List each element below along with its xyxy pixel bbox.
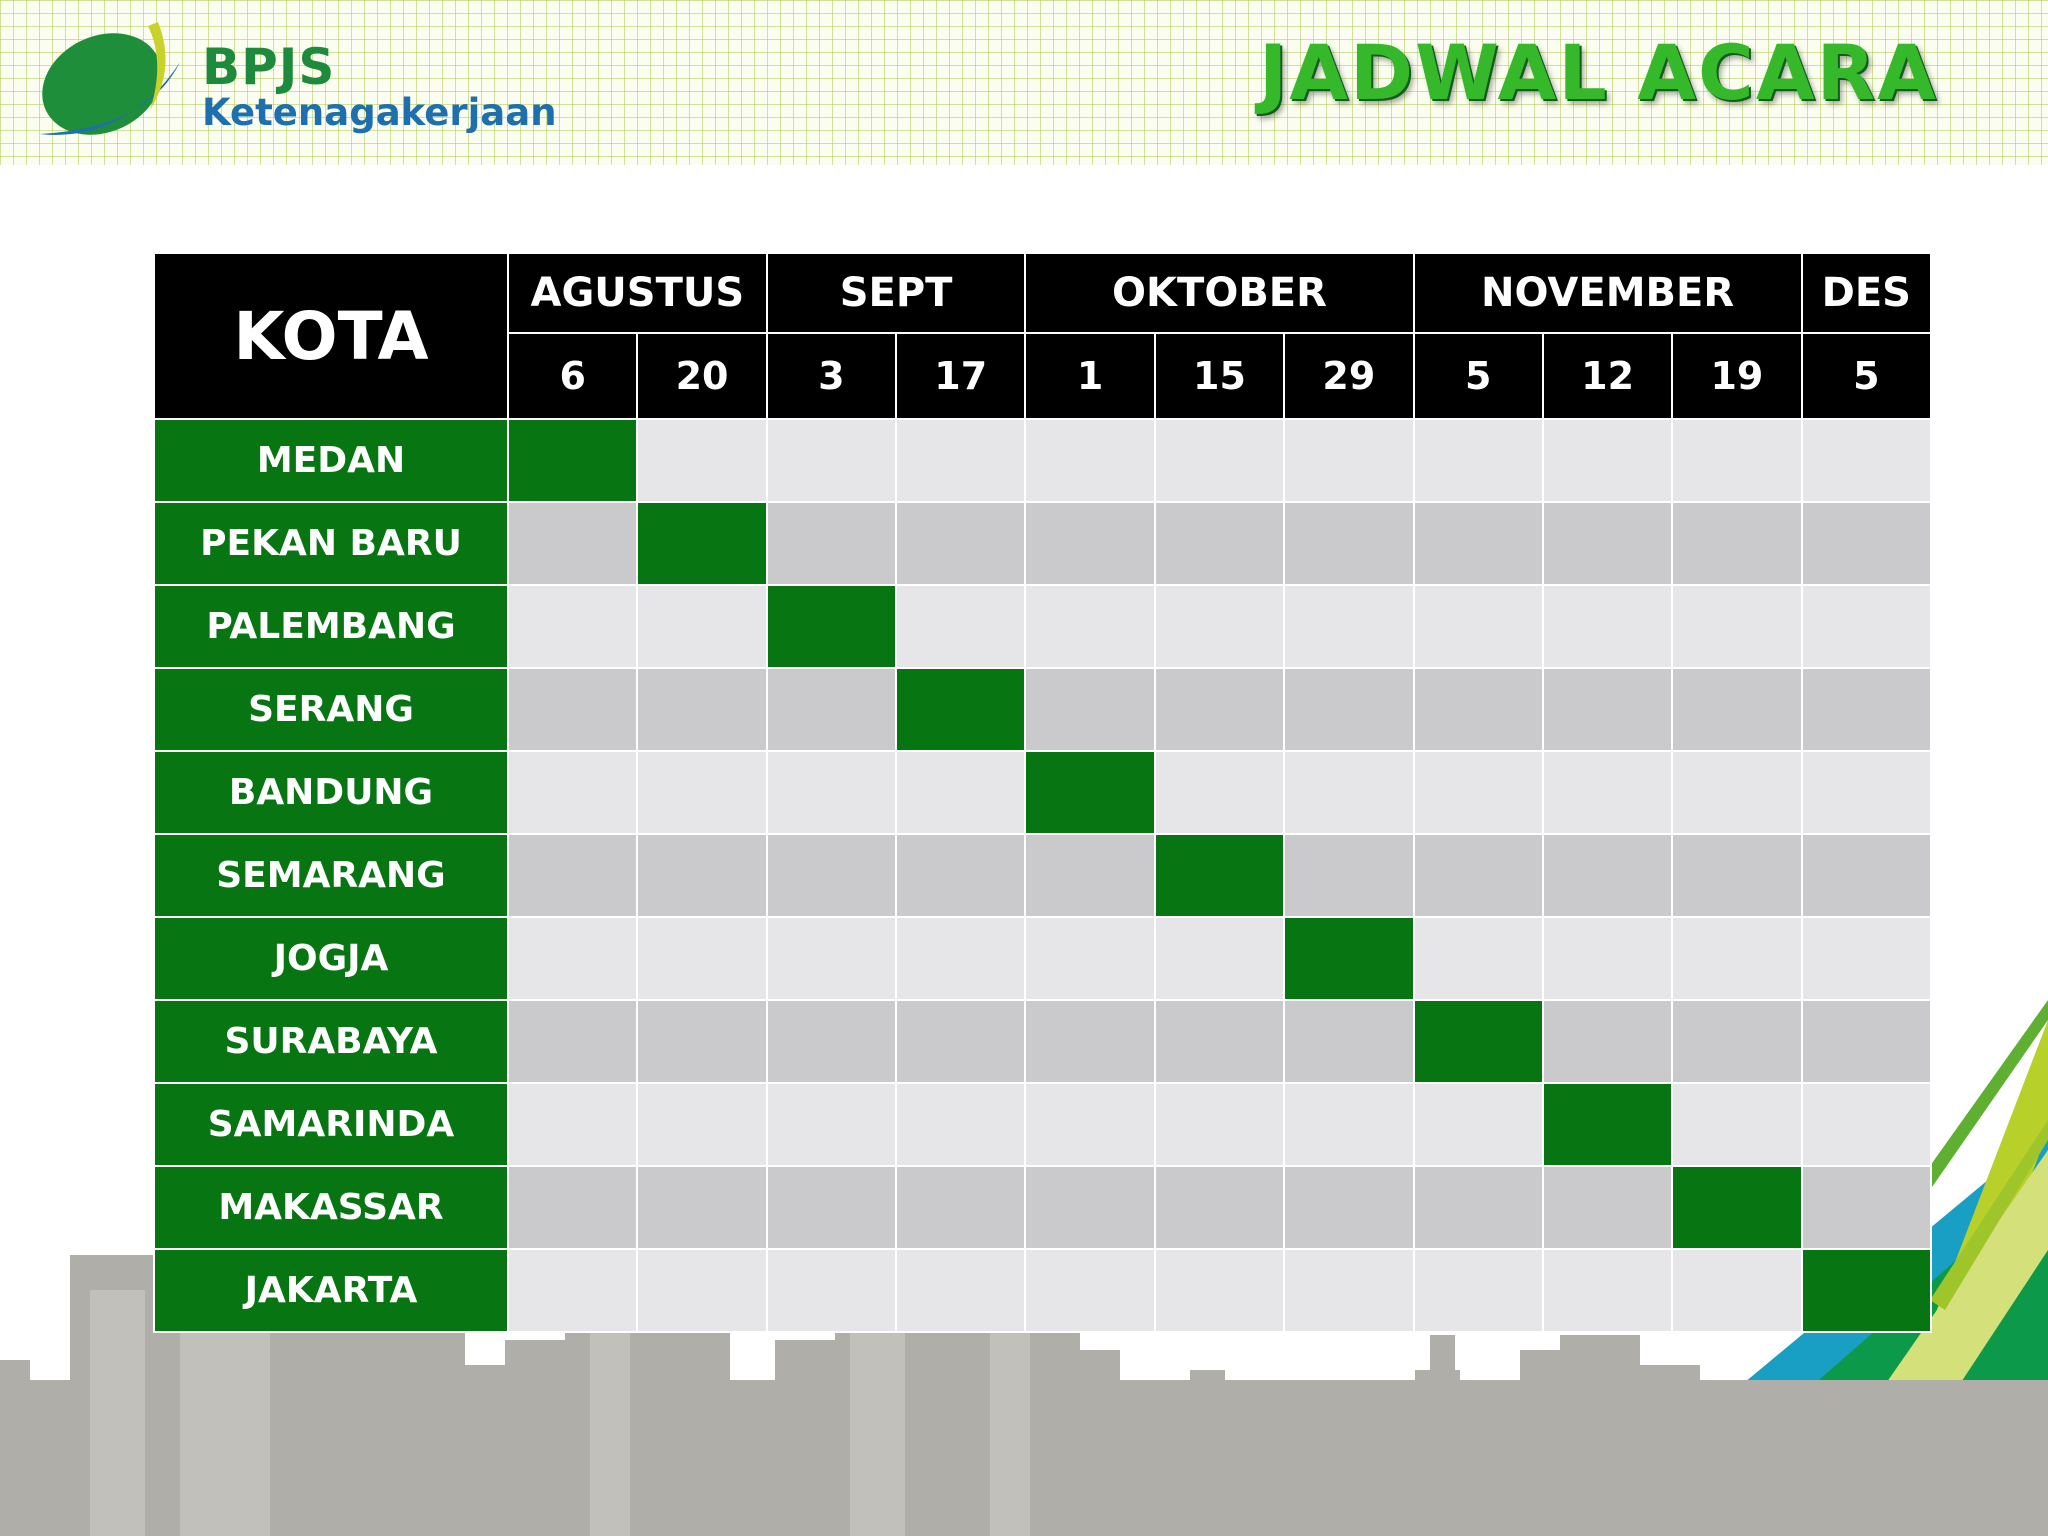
kota-header: KOTA: [154, 253, 508, 419]
schedule-cell-active: [1284, 917, 1413, 1000]
schedule-cell: [637, 1166, 766, 1249]
schedule-cell: [1802, 419, 1931, 502]
schedule-cell-active: [637, 502, 766, 585]
schedule-cell: [896, 1166, 1025, 1249]
schedule-cell-active: [508, 419, 637, 502]
schedule-cell: [637, 419, 766, 502]
schedule-cell: [1414, 917, 1543, 1000]
city-cell: MEDAN: [154, 419, 508, 502]
schedule-cell: [1284, 1166, 1413, 1249]
schedule-cell: [767, 419, 896, 502]
schedule-cell: [1543, 834, 1672, 917]
schedule-cell-active: [1543, 1083, 1672, 1166]
schedule-cell-active: [1414, 1000, 1543, 1083]
schedule-cell: [1543, 668, 1672, 751]
day-header: 5: [1414, 333, 1543, 419]
schedule-cell: [1284, 419, 1413, 502]
schedule-cell: [1284, 1000, 1413, 1083]
schedule-cell: [637, 1000, 766, 1083]
day-header: 19: [1672, 333, 1801, 419]
schedule-cell: [1155, 1249, 1284, 1332]
table-row: [154, 917, 1931, 1000]
schedule-cell: [1672, 834, 1801, 917]
schedule-cell: [1672, 585, 1801, 668]
schedule-cell: [767, 751, 896, 834]
schedule-cell-active: [896, 668, 1025, 751]
day-header: 5: [1802, 333, 1931, 419]
schedule-cell: [767, 502, 896, 585]
day-header: 6: [508, 333, 637, 419]
schedule-cell: [767, 1166, 896, 1249]
schedule-cell: [1414, 751, 1543, 834]
schedule-cell: [1025, 1249, 1154, 1332]
city-cell: JOGJA: [154, 917, 508, 1000]
month-header: DES: [1802, 253, 1931, 333]
schedule-cell: [508, 502, 637, 585]
table-row: [154, 502, 1931, 585]
schedule-cell: [508, 917, 637, 1000]
city-cell: SERANG: [154, 668, 508, 751]
day-header: 20: [637, 333, 766, 419]
schedule-cell: [1802, 585, 1931, 668]
schedule-cell: [1543, 751, 1672, 834]
schedule-cell: [1414, 1249, 1543, 1332]
schedule-cell: [1802, 502, 1931, 585]
schedule-cell: [1802, 751, 1931, 834]
schedule-cell: [637, 917, 766, 1000]
schedule-cell: [1284, 502, 1413, 585]
logo-name: BPJS: [202, 38, 336, 96]
schedule-cell-active: [1155, 834, 1284, 917]
schedule-cell: [1284, 751, 1413, 834]
schedule-cell: [1025, 1000, 1154, 1083]
schedule-cell: [1802, 668, 1931, 751]
schedule-cell: [508, 585, 637, 668]
schedule-cell: [896, 419, 1025, 502]
schedule-cell-active: [767, 585, 896, 668]
schedule-cell: [508, 1249, 637, 1332]
schedule-cell: [896, 751, 1025, 834]
schedule-cell: [896, 1249, 1025, 1332]
schedule-cell: [896, 585, 1025, 668]
table-row: [154, 1249, 1931, 1332]
table-row: [154, 585, 1931, 668]
schedule-cell: [1284, 668, 1413, 751]
table-row: [154, 834, 1931, 917]
schedule-cell: [1543, 1166, 1672, 1249]
city-cell: MAKASSAR: [154, 1166, 508, 1249]
schedule-cell: [1543, 1249, 1672, 1332]
schedule-cell: [637, 751, 766, 834]
month-header: SEPT: [767, 253, 1026, 333]
schedule-cell: [508, 1166, 637, 1249]
schedule-cell: [1155, 1083, 1284, 1166]
schedule-cell: [767, 1083, 896, 1166]
month-header: OKTOBER: [1025, 253, 1413, 333]
schedule-table: [153, 252, 1932, 1333]
city-cell: SEMARANG: [154, 834, 508, 917]
schedule-cell: [767, 1249, 896, 1332]
schedule-cell: [767, 668, 896, 751]
city-cell: JAKARTA: [154, 1249, 508, 1332]
schedule-cell: [896, 1083, 1025, 1166]
schedule-cell: [896, 1000, 1025, 1083]
schedule-cell: [1025, 668, 1154, 751]
table-row: [154, 751, 1931, 834]
schedule-cell: [1672, 502, 1801, 585]
city-cell: SURABAYA: [154, 1000, 508, 1083]
schedule-cell: [637, 834, 766, 917]
schedule-cell: [1155, 1166, 1284, 1249]
schedule-cell: [1284, 585, 1413, 668]
schedule-cell: [896, 917, 1025, 1000]
day-header: 15: [1155, 333, 1284, 419]
schedule-cell: [767, 917, 896, 1000]
schedule-cell: [1284, 1083, 1413, 1166]
schedule-cell: [1414, 502, 1543, 585]
day-header: 3: [767, 333, 896, 419]
schedule-cell: [1672, 419, 1801, 502]
schedule-cell: [1672, 751, 1801, 834]
table-row: [154, 1083, 1931, 1166]
schedule-cell: [1414, 585, 1543, 668]
schedule-cell: [1155, 751, 1284, 834]
schedule-cell: [1025, 502, 1154, 585]
table-row: [154, 668, 1931, 751]
schedule-cell: [508, 751, 637, 834]
day-header: 29: [1284, 333, 1413, 419]
schedule-cell-active: [1802, 1249, 1931, 1332]
schedule-cell: [508, 1083, 637, 1166]
schedule-cell: [1543, 419, 1672, 502]
schedule-cell: [1802, 1166, 1931, 1249]
schedule-cell: [1802, 917, 1931, 1000]
schedule-cell: [1414, 1166, 1543, 1249]
schedule-cell: [1284, 834, 1413, 917]
schedule-cell: [1672, 668, 1801, 751]
city-cell: BANDUNG: [154, 751, 508, 834]
schedule-cell: [1543, 585, 1672, 668]
schedule-cell: [1414, 668, 1543, 751]
schedule-cell: [637, 585, 766, 668]
page-title: JADWAL ACARA: [1258, 28, 1938, 117]
schedule-cell: [1284, 1249, 1413, 1332]
schedule-cell: [1155, 668, 1284, 751]
schedule-cell: [508, 668, 637, 751]
schedule-cell: [1155, 917, 1284, 1000]
table-row: [154, 1000, 1931, 1083]
schedule-cell: [767, 834, 896, 917]
table-row: [154, 419, 1931, 502]
schedule-cell: [1025, 1166, 1154, 1249]
schedule-cell: [1802, 1083, 1931, 1166]
schedule-cell: [1802, 834, 1931, 917]
logo-subtitle: Ketenagakerjaan: [202, 91, 557, 134]
bpjs-logo: [30, 22, 590, 144]
schedule-cell: [637, 668, 766, 751]
schedule-cell: [1025, 419, 1154, 502]
schedule-cell: [896, 502, 1025, 585]
schedule-cell: [1672, 1083, 1801, 1166]
month-header: AGUSTUS: [508, 253, 767, 333]
bpjs-leaf-icon: [30, 22, 190, 144]
city-cell: SAMARINDA: [154, 1083, 508, 1166]
schedule-cell: [1414, 1083, 1543, 1166]
schedule-cell: [637, 1083, 766, 1166]
schedule-cell: [1155, 419, 1284, 502]
month-header: NOVEMBER: [1414, 253, 1802, 333]
day-header: 1: [1025, 333, 1154, 419]
schedule-cell: [1414, 419, 1543, 502]
schedule-cell: [1155, 502, 1284, 585]
schedule-cell: [1672, 917, 1801, 1000]
schedule-cell: [1672, 1000, 1801, 1083]
table-row: [154, 1166, 1931, 1249]
schedule-cell: [896, 834, 1025, 917]
schedule-cell: [1543, 502, 1672, 585]
day-header: 17: [896, 333, 1025, 419]
schedule-cell: [637, 1249, 766, 1332]
schedule-cell: [1543, 1000, 1672, 1083]
schedule-cell: [1802, 1000, 1931, 1083]
schedule-cell: [1155, 585, 1284, 668]
city-cell: PALEMBANG: [154, 585, 508, 668]
schedule-cell: [508, 834, 637, 917]
schedule-cell: [1414, 834, 1543, 917]
schedule-cell: [1543, 917, 1672, 1000]
schedule-cell-active: [1025, 751, 1154, 834]
schedule-cell: [1025, 917, 1154, 1000]
schedule-cell: [508, 1000, 637, 1083]
schedule-cell: [1155, 1000, 1284, 1083]
schedule-cell: [767, 1000, 896, 1083]
city-cell: PEKAN BARU: [154, 502, 508, 585]
schedule-cell: [1025, 834, 1154, 917]
day-header: 12: [1543, 333, 1672, 419]
schedule-cell: [1025, 1083, 1154, 1166]
schedule-cell: [1025, 585, 1154, 668]
schedule-cell: [1672, 1249, 1801, 1332]
schedule-cell-active: [1672, 1166, 1801, 1249]
